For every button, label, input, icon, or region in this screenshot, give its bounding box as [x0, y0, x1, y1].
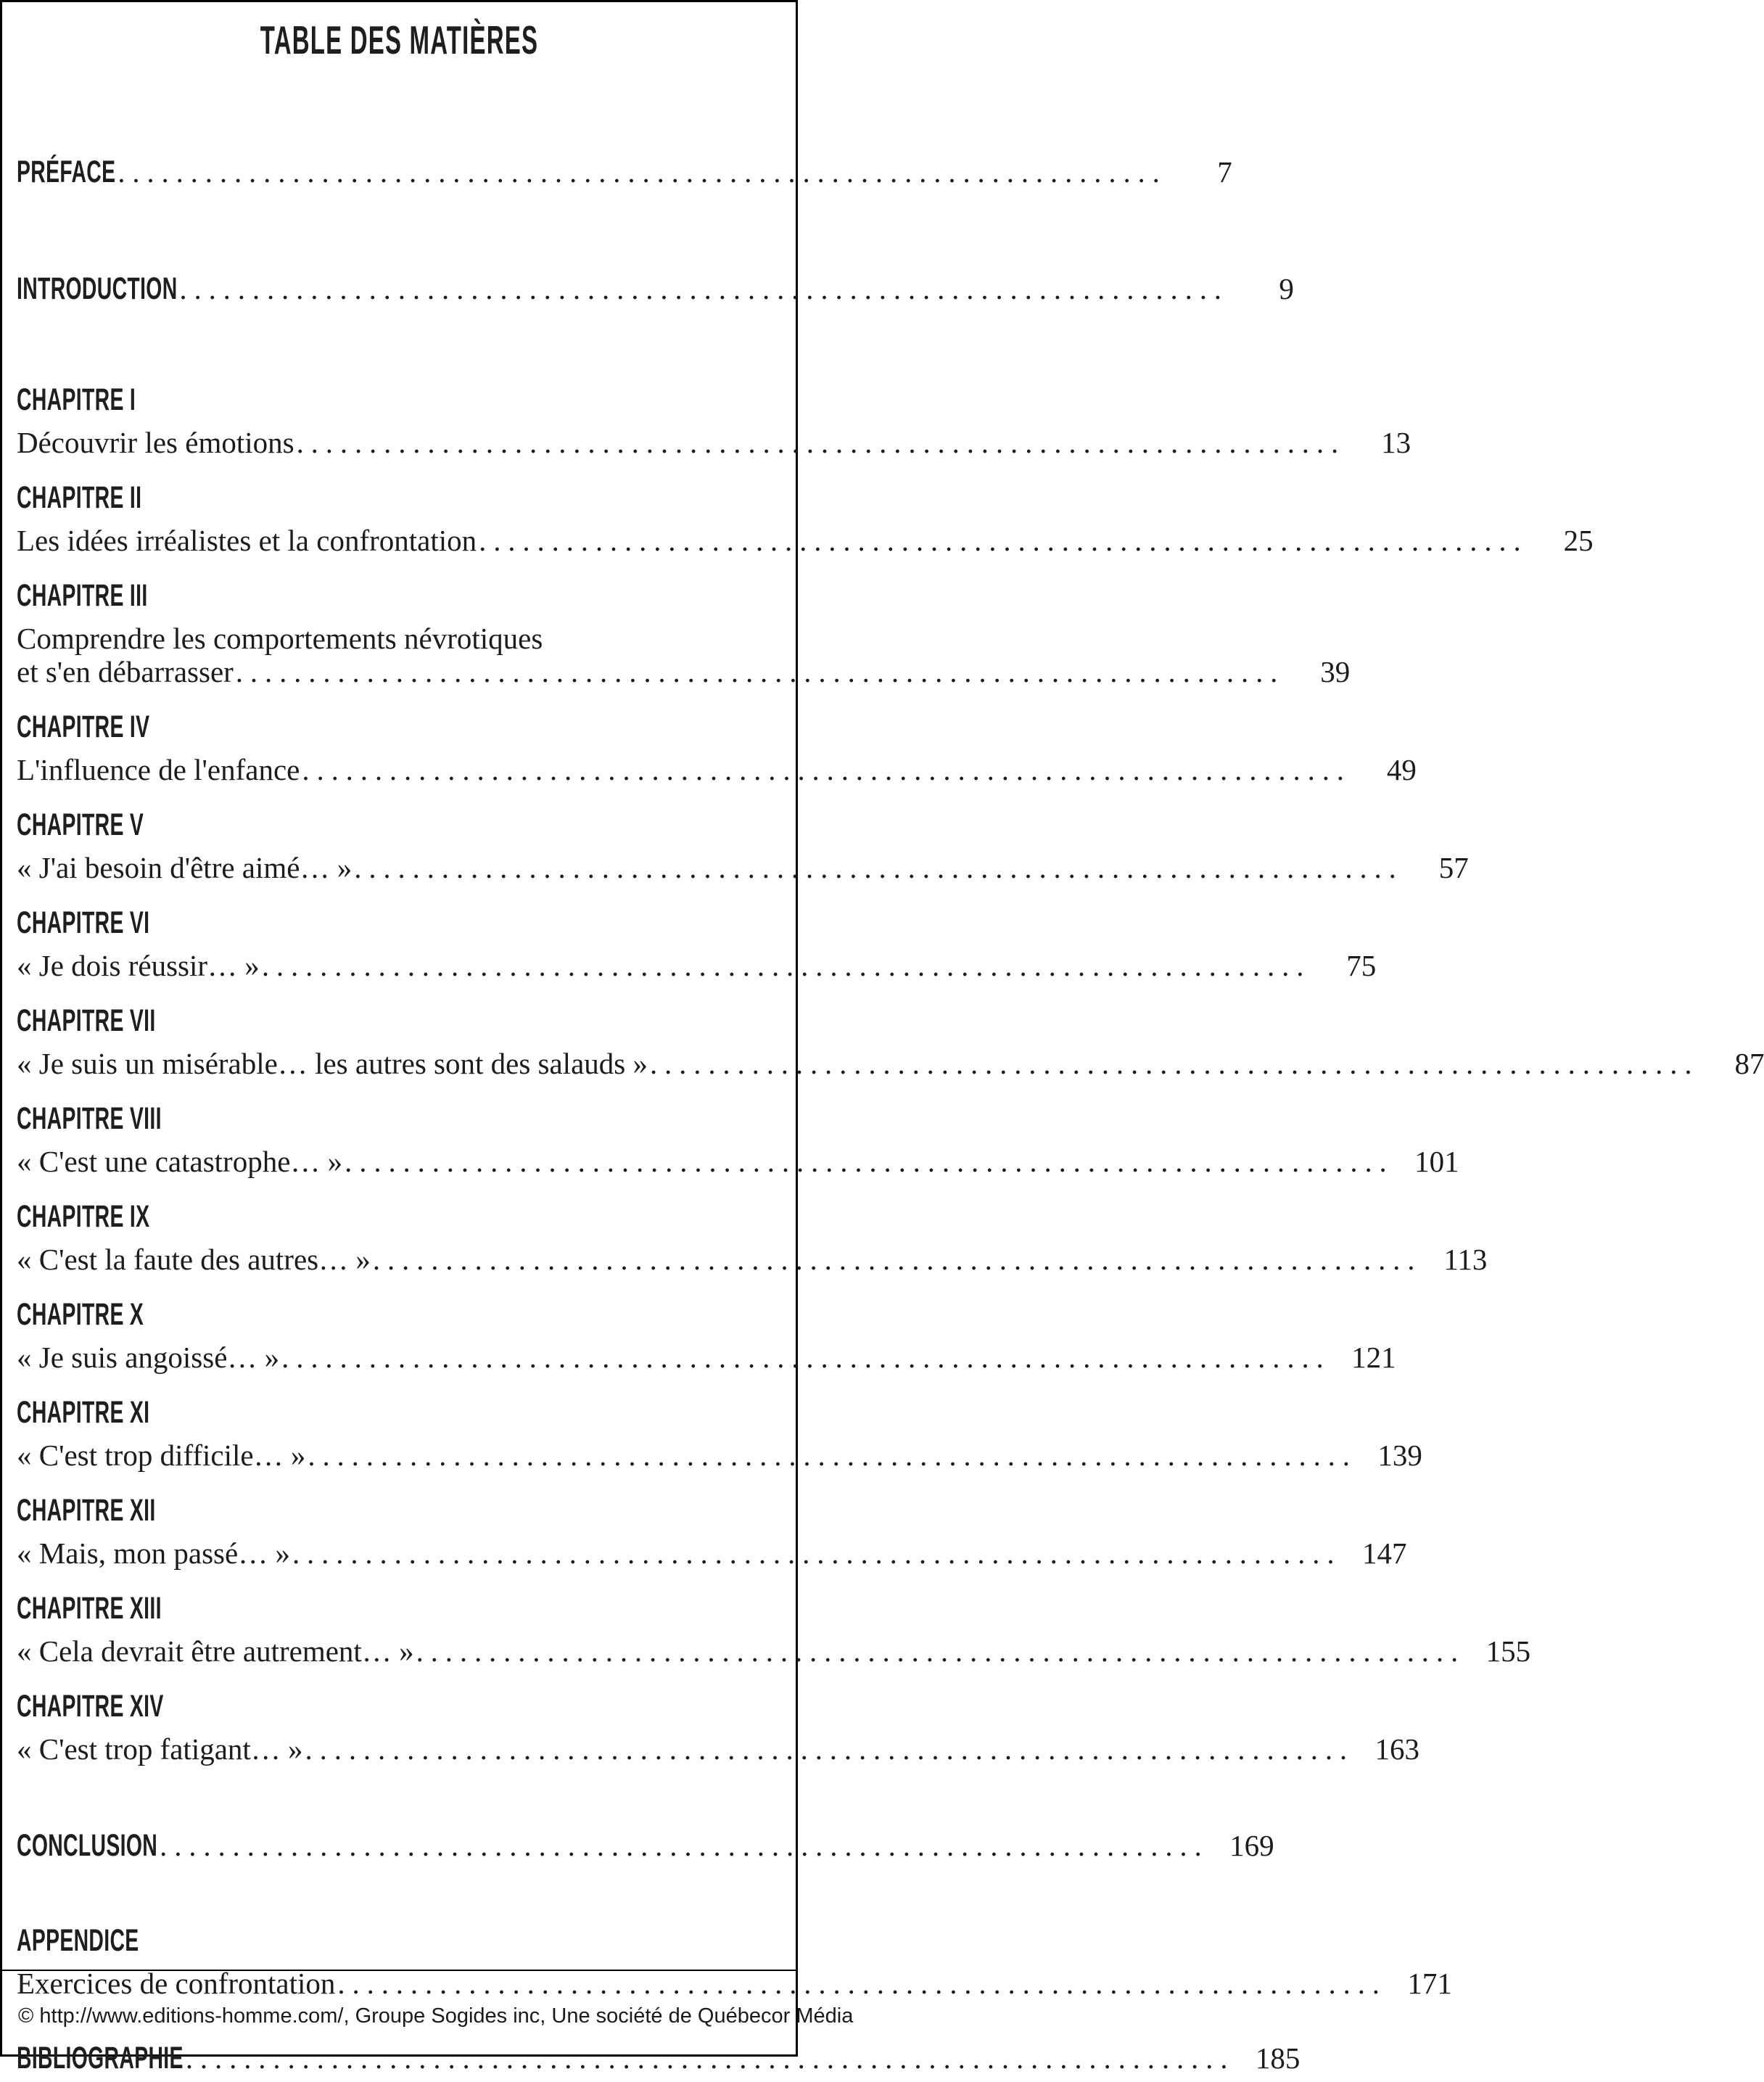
page-title-text: TABLE DES MATIÈRES [260, 17, 538, 62]
toc-entry [17, 1101, 1459, 1178]
chapter-title: « J'ai besoin d'être aimé… » [17, 851, 353, 884]
chapter-label [17, 1005, 781, 1044]
chapter-title: Découvrir les émotions [17, 426, 294, 459]
chapter-label [17, 1201, 781, 1240]
chapter-label-text: CHAPITRE XIII [17, 1591, 162, 1626]
chapter-label [17, 711, 781, 750]
section-label-text: INTRODUCTION [17, 271, 178, 306]
toc-entry [17, 1003, 1764, 1080]
chapter-label-text: CHAPITRE XII [17, 1493, 156, 1528]
dot-leader [262, 949, 1311, 982]
toc-row [17, 655, 1351, 688]
chapter-label [17, 482, 781, 521]
page-number: 57 [1438, 851, 1469, 884]
page-number: 113 [1443, 1243, 1488, 1276]
toc-entry [17, 1591, 1531, 1668]
chapter-label [17, 1925, 781, 1964]
footer-credit: © http://www.editions-homme.com/, Groupe Sogides inc, Une société de Québecor Média [18, 2004, 854, 2028]
section-label-text: CONCLUSION [17, 1828, 158, 1863]
toc-row [17, 1634, 1531, 1668]
toc-row [17, 1828, 1274, 1869]
chapter-title-line: Comprendre les comportements névrotiques [17, 622, 543, 655]
chapter-title: « Je dois réussir… » [17, 949, 260, 982]
page-number: 185 [1255, 2041, 1301, 2075]
toc-row [17, 949, 1377, 982]
chapter-label-text: CHAPITRE XIV [17, 1689, 164, 1724]
toc-entry [17, 480, 1594, 557]
toc-row [17, 271, 1294, 313]
page-number: 49 [1386, 753, 1417, 786]
chapter-title: « Je suis un misérable… les autres sont des salauds » [17, 1047, 648, 1080]
page-number: 169 [1229, 1829, 1274, 1862]
toc-entry [17, 382, 1411, 459]
toc-entry [17, 1199, 1488, 1276]
chapter-label [17, 1396, 781, 1436]
chapter-title: « Je suis angoissé… » [17, 1341, 280, 1374]
toc-row [17, 1341, 1396, 1374]
toc-row [17, 1243, 1488, 1276]
dot-leader [650, 1047, 1699, 1080]
toc-entry [17, 271, 1294, 313]
chapter-title: Les idées irréalistes et la confrontation [17, 524, 477, 557]
toc-row [17, 1732, 1420, 1766]
toc-entry [17, 1828, 1274, 1869]
page-number: 163 [1374, 1732, 1420, 1766]
chapter-title: L'influence de l'enfance [17, 753, 300, 786]
toc-entries [17, 155, 1764, 2082]
chapter-label-text: CHAPITRE VIII [17, 1101, 162, 1136]
page-number: 147 [1361, 1536, 1407, 1570]
chapter-label-text: CHAPITRE III [17, 578, 148, 613]
page-number: 121 [1351, 1341, 1396, 1374]
chapter-label [17, 1690, 781, 1729]
dot-leader [292, 1536, 1341, 1570]
toc-entry [17, 578, 1351, 688]
toc-entry [17, 1493, 1407, 1570]
chapter-title: « C'est trop difficile… » [17, 1439, 306, 1472]
dot-leader [308, 1439, 1356, 1472]
chapter-title: « Mais, mon passé… » [17, 1536, 290, 1570]
toc-entry [17, 1297, 1396, 1374]
toc-entry [17, 807, 1469, 884]
chapter-title: « C'est trop fatigant… » [17, 1732, 303, 1766]
page-number: 171 [1407, 1967, 1452, 2000]
chapter-label [17, 384, 781, 423]
page-number: 139 [1377, 1439, 1422, 1472]
chapter-title: et s'en débarrasser [17, 655, 234, 688]
toc-row [17, 753, 1417, 786]
page-number: 101 [1414, 1145, 1459, 1178]
toc-row [17, 851, 1469, 884]
chapter-title: « C'est la faute des autres… » [17, 1243, 371, 1276]
section-label-text: PRÉFACE [17, 155, 116, 189]
dot-leader [354, 851, 1403, 884]
dot-leader [297, 426, 1345, 459]
toc-entry [17, 905, 1377, 982]
chapter-title: Exercices de confrontation [17, 1967, 336, 2000]
chapter-label [17, 1103, 781, 1142]
chapter-label-text: CHAPITRE VII [17, 1003, 156, 1038]
section-label [17, 155, 115, 196]
toc-row [17, 524, 1594, 557]
toc-content [2, 2, 1764, 2082]
dot-leader [160, 1829, 1208, 1862]
section-label-text: BIBLIOGRAPHIE [17, 2041, 184, 2075]
toc-row [17, 155, 1232, 196]
dot-leader [305, 1732, 1354, 1766]
toc-entry [17, 155, 1232, 196]
dot-leader [118, 155, 1166, 189]
page-number: 13 [1381, 426, 1411, 459]
page-number: 9 [1279, 272, 1294, 305]
toc-entry [17, 1689, 1420, 1766]
chapter-title: « C'est une catastrophe… » [17, 1145, 343, 1178]
dot-leader [236, 655, 1285, 688]
dot-leader [416, 1634, 1465, 1668]
dot-leader [373, 1243, 1422, 1276]
chapter-label-text: CHAPITRE XI [17, 1395, 150, 1430]
dot-leader [302, 753, 1351, 786]
toc-row [17, 1536, 1407, 1570]
page-number: 75 [1346, 949, 1377, 982]
toc-row [17, 426, 1411, 459]
page-number: 87 [1734, 1047, 1764, 1080]
page-number: 155 [1485, 1634, 1531, 1668]
chapter-label [17, 580, 781, 619]
toc-row [17, 1145, 1459, 1178]
section-label [17, 272, 177, 313]
page-number: 7 [1217, 155, 1232, 189]
chapter-label [17, 907, 781, 946]
chapter-label [17, 1299, 781, 1338]
chapter-label [17, 1494, 781, 1534]
page-title [17, 17, 781, 70]
chapter-label [17, 1592, 781, 1632]
dot-leader [281, 1341, 1330, 1374]
chapter-label-text: CHAPITRE I [17, 382, 136, 417]
page-number: 39 [1320, 655, 1351, 688]
toc-row [17, 1439, 1422, 1472]
chapter-label-text: CHAPITRE IX [17, 1199, 150, 1234]
toc-entry [17, 709, 1417, 786]
dot-leader [479, 524, 1528, 557]
chapter-label-text: CHAPITRE II [17, 480, 142, 515]
toc-entry [17, 1395, 1422, 1472]
chapter-label-text: CHAPITRE VI [17, 905, 150, 940]
section-label [17, 1829, 157, 1869]
page-number: 25 [1563, 524, 1594, 557]
dot-leader [345, 1145, 1393, 1178]
dot-leader [179, 272, 1228, 305]
chapter-label-text: APPENDICE [17, 1923, 139, 1958]
footer-band [2, 1970, 854, 2054]
chapter-label-text: CHAPITRE V [17, 807, 144, 842]
chapter-label [17, 809, 781, 848]
toc-row [17, 1047, 1764, 1080]
chapter-label-text: CHAPITRE X [17, 1297, 144, 1332]
chapter-label-text: CHAPITRE IV [17, 709, 150, 744]
chapter-title: « Cela devrait être autrement… » [17, 1634, 414, 1668]
